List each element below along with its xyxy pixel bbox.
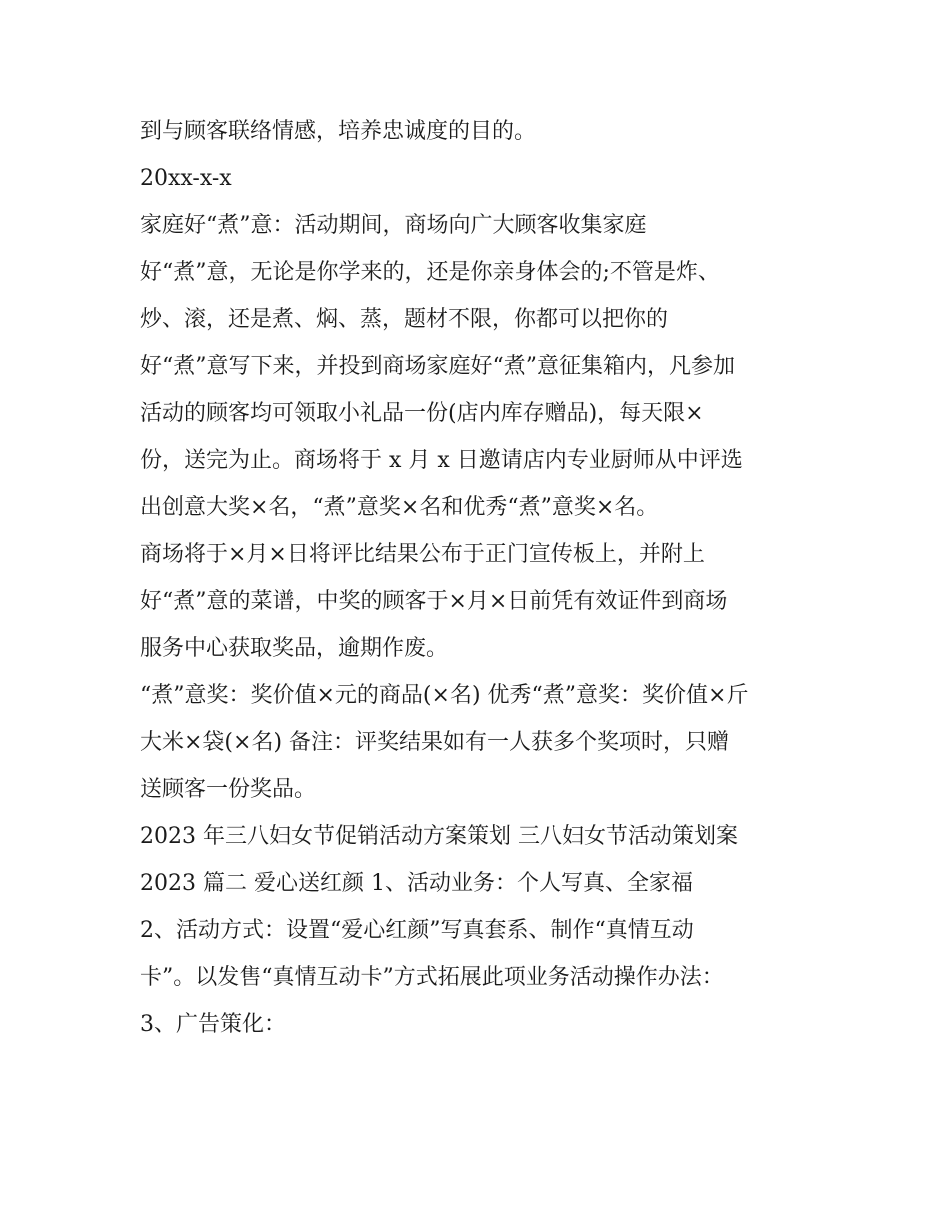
text-line: 好“煮”意，无论是你学来的，还是你亲身体会的;不管是炸、 <box>140 260 720 285</box>
text-line: 3、广告策化： <box>140 1012 286 1037</box>
text-line: 卡”。以发售“真情互动卡”方式拓展此项业务活动操作办法： <box>140 965 724 990</box>
text-line: 出创意大奖×名，“煮”意奖×名和优秀“煮”意奖×名。 <box>140 495 659 520</box>
text-line: 家庭好“煮”意：活动期间，商场向广大顾客收集家庭 <box>140 213 647 238</box>
text-line: 好“煮”意写下来，并投到商场家庭好“煮”意征集箱内，凡参加 <box>140 354 735 379</box>
text-line: 大米×袋(×名) 备注：评奖结果如有一人获多个奖项时，只赠 <box>140 730 730 755</box>
text-line: 活动的顾客均可领取小礼品一份(店内库存赠品)，每天限× <box>140 401 704 426</box>
text-line: 服务中心获取奖品，逾期作废。 <box>140 636 449 661</box>
text-line: 炒、滚，还是煮、焖、蒸，题材不限，你都可以把你的 <box>140 307 669 332</box>
text-line: 好“煮”意的菜谱，中奖的顾客于×月×日前凭有效证件到商场 <box>140 589 728 614</box>
text-line: 份，送完为止。商场将于 x 月 x 日邀请店内专业厨师从中评选 <box>140 448 743 473</box>
text-line: 2、活动方式：设置“爱心红颜”写真套系、制作“真情互动 <box>140 918 694 943</box>
text-line: 到与顾客联络情感，培养忠诚度的目的。 <box>140 119 537 144</box>
text-line: 2023 年三八妇女节促销活动方案策划 三八妇女节活动策划案 <box>140 824 738 849</box>
text-line: 商场将于×月×日将评比结果公布于正门宣传板上，并附上 <box>140 542 705 567</box>
text-line: 2023 篇二 爱心送红颜 1、活动业务：个人写真、全家福 <box>140 871 693 896</box>
text-line: 送顾客一份奖品。 <box>140 777 317 802</box>
text-line: 20xx-x-x <box>140 166 232 191</box>
document-body <box>140 108 830 1048</box>
text-line: “煮”意奖：奖价值×元的商品(×名) 优秀“煮”意奖：奖价值×斤 <box>140 683 749 708</box>
